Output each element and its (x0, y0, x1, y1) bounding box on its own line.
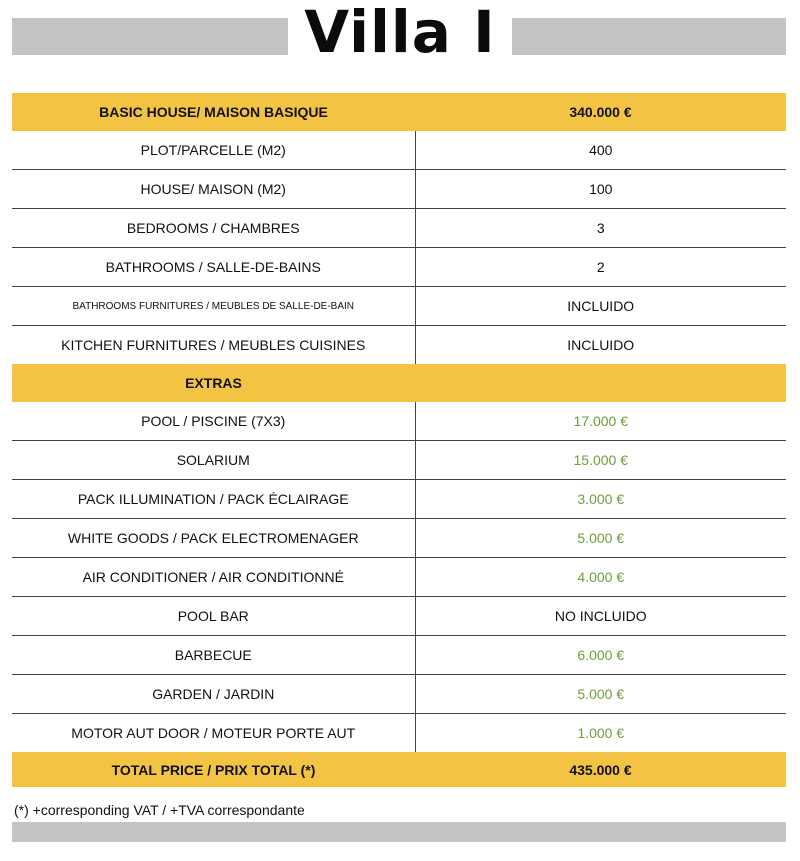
row-value: 4.000 € (415, 558, 786, 597)
row-label: GARDEN / JARDIN (12, 675, 415, 714)
table-row-house (12, 170, 786, 209)
extras-label: EXTRAS (12, 364, 415, 402)
table-row-white-goods (12, 519, 786, 558)
vat-footnote: (*) +corresponding VAT / +TVA correspondante (14, 802, 305, 818)
table-row-pool-bar (12, 597, 786, 636)
row-label: WHITE GOODS / PACK ELECTROMENAGER (12, 519, 415, 558)
row-value: 400 (415, 131, 786, 170)
row-value: 3 (415, 209, 786, 248)
table-row-illumination (12, 480, 786, 519)
row-value: 2 (415, 248, 786, 287)
row-label: AIR CONDITIONER / AIR CONDITIONNÉ (12, 558, 415, 597)
row-value: 5.000 € (415, 675, 786, 714)
row-value: 1.000 € (577, 725, 625, 741)
table-row-plot (12, 131, 786, 170)
row-label: PACK ILLUMINATION / PACK ÉCLAIRAGE (12, 480, 415, 519)
basic-house-price: 340.000 € (415, 93, 786, 131)
page-title: Villa I (288, 0, 511, 64)
row-label: MOTOR AUT DOOR / MOTEUR PORTE AUT (12, 714, 415, 753)
row-label: BARBECUE (12, 636, 415, 675)
row-label: KITCHEN FURNITURES / MEUBLES CUISINES (12, 326, 415, 365)
price-table (12, 93, 786, 787)
row-value: 15.000 € (415, 441, 786, 480)
row-label: HOUSE/ MAISON (M2) (12, 170, 415, 209)
table-row-air-conditioner (12, 558, 786, 597)
table-row-kitchen-furnitures (12, 326, 786, 365)
row-value: 17.000 € (415, 402, 786, 441)
table-row-motor-door (12, 714, 786, 753)
title-wrap (0, 0, 800, 64)
row-label: POOL BAR (12, 597, 415, 636)
row-value: INCLUIDO (567, 337, 635, 353)
extras-header-row (12, 364, 786, 402)
basic-house-label: BASIC HOUSE/ MAISON BASIQUE (12, 93, 415, 131)
footer-bar (12, 822, 786, 842)
table-row-bathroom-furnitures (12, 287, 786, 326)
table-row-solarium (12, 441, 786, 480)
basic-house-header-row (12, 93, 786, 131)
table-row-barbecue (12, 636, 786, 675)
row-value: 100 (415, 170, 786, 209)
row-label: SOLARIUM (12, 441, 415, 480)
table-row-garden (12, 675, 786, 714)
table-row-pool (12, 402, 786, 441)
row-value: 3.000 € (415, 480, 786, 519)
total-price-label: TOTAL PRICE / PRIX TOTAL (*) (12, 752, 415, 787)
row-label: BATHROOMS / SALLE-DE-BAINS (12, 248, 415, 287)
extras-empty-cell (415, 364, 786, 402)
table-row-bathrooms (12, 248, 786, 287)
row-value: 6.000 € (415, 636, 786, 675)
total-price-value: 435.000 € (415, 752, 786, 787)
row-value: NO INCLUIDO (415, 597, 786, 636)
total-price-row (12, 752, 786, 787)
row-label: BEDROOMS / CHAMBRES (12, 209, 415, 248)
row-value: INCLUIDO (415, 287, 786, 326)
row-label: POOL / PISCINE (7X3) (12, 402, 415, 441)
row-value: 5.000 € (415, 519, 786, 558)
row-label: BATHROOMS FURNITURES / MEUBLES DE SALLE-DE-BAIN (12, 287, 415, 326)
row-label: PLOT/PARCELLE (M2) (12, 131, 415, 170)
table-row-bedrooms (12, 209, 786, 248)
